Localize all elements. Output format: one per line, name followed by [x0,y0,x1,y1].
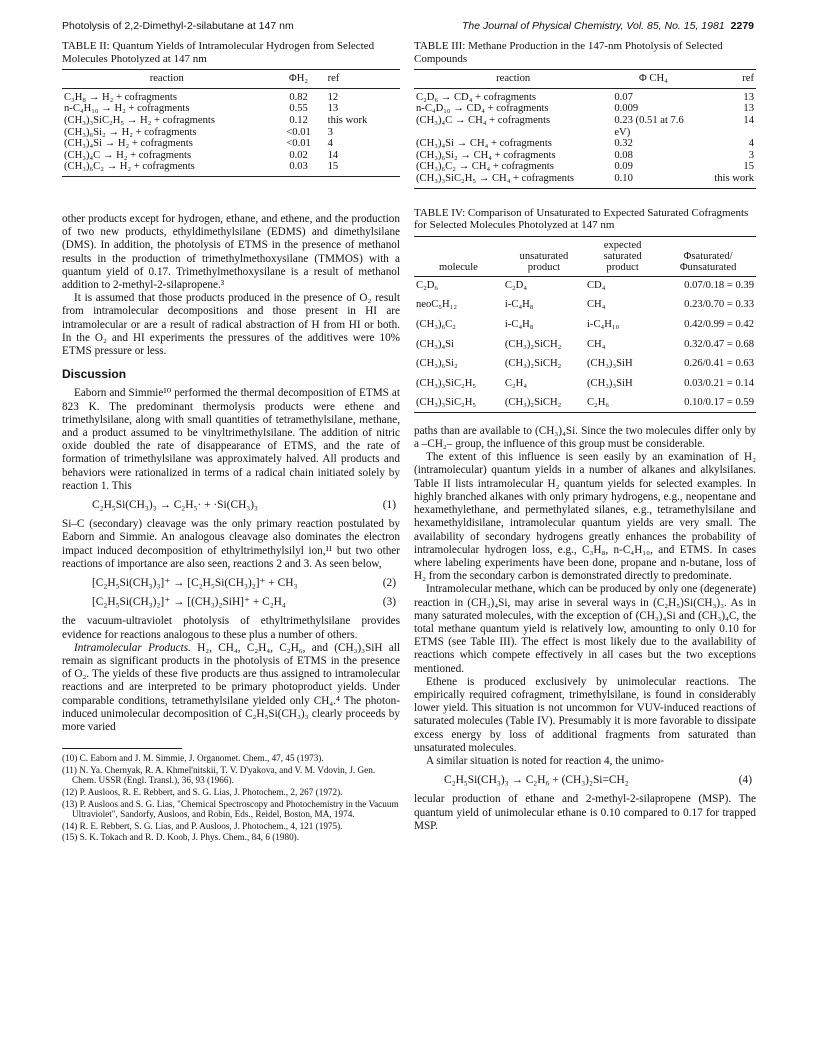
table3-cell-phi: 0.32 [614,138,633,150]
left-paragraph-2: It is assumed that those products produced in the presence of O₂ result from intramolecular decompositions and those present in HI are intramolecular or are a result of radical abstraction of H from HI or both. In the O₂ and HI experiments the pressures of the additives were 10% ETMS pressure or less. [62,292,400,357]
page-number: 2279 [730,20,754,32]
table4-cell-unsat: (CH₃)₂SiCH₂ [503,393,585,412]
table4-header-molecule: molecule [414,236,503,276]
table3-header-ref: ref [694,70,756,89]
table4-cell-unsat: (CH₃)₂SiCH₂ [504,358,562,370]
table-row [414,335,756,355]
table2-header-reaction: reaction [62,70,272,89]
table2 [62,69,400,177]
table4-cell-molecule: (CH₃)₆Si₂ [416,358,458,370]
table3-body [414,88,756,188]
table2-cell-phi: <0.01 [286,138,311,150]
table3-cell-reaction: n-C₄D₁₀ → CD₄ + cofragments [416,103,549,115]
left-paragraph-4: Si–C (secondary) cleavage was the only primary reaction postulated by Eaborn and Simmie. An analogous cleavage also dominates the electron impact induced decomposition of ethyltrimethylsilyl ion,¹¹ but two other reactions of importance are also seen, reactions 2 and 3. As seen below, [62,518,400,570]
left-paragraph-5: the vacuum-ultraviolet photolysis of ethyltrimethylsilane provides evidence for reactions analogous to these plus a number of others. [62,615,400,641]
left-column [62,40,400,844]
table-row [414,354,756,374]
equation-4-text: C₂H₅Si(CH₃)₃ → C₂H₆ + (CH₃)₂Si=CH₂ [444,774,629,787]
table2-cell-reaction: (CH₃)₃SiC₂H₅ → H₂ + cofragments [64,114,215,126]
table-row [414,276,756,295]
table3-caption: TABLE III: Methane Production in the 147-nm Photolysis of Selected Compounds [414,40,723,65]
table4-cell-unsat: C₂D₄ [504,279,528,291]
table2-cell-ref: 13 [327,103,339,115]
table3-header-reaction: reaction [414,70,612,89]
table4-cell-expected: i-C₄H₁₀ [586,318,620,330]
table-row [414,88,756,103]
table4-caption: TABLE IV: Comparison of Unsaturated to Expected Saturated Cofragments for Selected Molecules Photolyzed at 147 nm [414,206,749,232]
equation-2-text: [C₂H₅Si(CH₃)₃]⁺ → [C₂H₅Si(CH₃)₂]⁺ + CH₃ [92,577,298,590]
table2-cell-ref: 4 [327,138,333,150]
equation-2-number: (2) [382,577,396,590]
table3-cell-phi: 0.07 [614,91,633,103]
journal-name: The Journal of Physical Chemistry, Vol. 85, No. 15, 1981 [462,20,725,32]
table2-body [62,88,400,176]
table4-cell-expected: CD₄ [586,279,606,291]
table2-cell-ref: 12 [327,91,339,103]
right-paragraph-6: lecular production of ethane and 2-methyl-2-silapropene (MSP). The quantum yield of unimolecular ethane is 0.10 compared to 0.17 for trapped MSP. [414,793,756,832]
table3-cell-phi: 0.08 [614,149,633,161]
table4-cell-ratio: 0.07/0.18 = 0.39 [684,279,754,291]
table3-cell-ref: 13 [743,103,754,115]
table4-body [414,276,756,412]
table4-cell-unsat: C₂H₄ [504,377,528,389]
right-paragraph-2: The extent of this influence is seen easily by an examination of H₂ (intramolecular) quantum yields in a number of alkanes and alkylsilanes. Table II lists intramolecular H₂ quantum yields for selected examples. In highly branched alkanes with only primary hydrogens, e.g., neopentane and hexamethylethane, and permethylated silanes, e.g., tetramethylsilane and hexamethyldisilane, intramolecular quantum yields are very small. The availability of secondary hydrogens greatly enhances the probability of intramolecular hydrogen loss, e.g., C₃H₈, n-C₄H₁₀, and ETMS. In cases where labeling experiments have been done, propane and n-butane, loss of H₂ from the secondary carbon is demonstrated directly to predominate. [414,451,756,583]
equation-4 [414,774,756,787]
left-paragraph-6-text: H₂, CH₄, C₂H₄, C₂H₆, and (CH₃)₃SiH all remain as significant products in the photolysis of ETMS in the presence of O₂. The yields of these five products are thus assigned to intramolecular reactions and are interpreted to be primary photoproduct yields. Under comparable conditions, tetramethylsilane yielded only CH₄.⁴ The photon-induced unimolecular decomposition of C₂H₅Si(CH₃)₃ clearly proceeds by more varied [62,641,400,734]
left-paragraph-6 [62,642,400,734]
table2-cell-ref: this work [327,114,368,126]
table-row [414,115,756,138]
table2-cell-phi: 0.12 [289,114,308,126]
table4-cell-unsat: i-C₄H₈ [504,299,534,311]
table-row [414,315,756,335]
table-row [62,138,400,150]
table4-cell-molecule: (CH₃)₃SiC₂H₅ [414,393,503,412]
table-row [414,393,756,412]
table2-cell-phi: 0.03 [272,161,326,176]
table4 [414,236,756,413]
table2-cell-reaction: (CH₃)₆C₂ → H₂ + cofragments [62,161,272,176]
table4-cell-expected: (CH₃)₃SiH [586,358,633,370]
equation-1-text: C₂H₅Si(CH₃)₃ → C₂H₅· + ·Si(CH₃)₃ [92,499,259,511]
equation-3-number: (3) [382,596,396,609]
references-list [62,753,400,843]
reference-item: (11) N. Ya. Chernyak, R. A. Khmel'nitskii, T. V. D'yakova, and V. M. Vdovin, J. Gen. Chem. USSR (Engl. Transl.), 36, 93 (1966). [62,764,376,786]
table2-caption: TABLE II: Quantum Yields of Intramolecular Hydrogen from Selected Molecules Photolyzed at 147 nm [62,40,375,65]
table4-cell-unsat: i-C₄H₈ [504,318,534,330]
table-row [414,173,756,188]
table4-cell-molecule: neoC₅H₁₂ [416,299,458,311]
table-row [62,161,400,176]
table2-header-phi: ΦH₂ [272,70,326,89]
right-paragraph-4: Ethene is produced exclusively by unimolecular reactions. The empirically required cofragment, trimethylsilane, is found in considerably lower yield. This situation is not uncommon for VUV-induced reactions of saturated molecules (Table IV). Presumably it is more favorable to dissipate excess energy by loss of additional fragments from saturated than unsaturated molecules. [414,675,756,754]
table2-cell-reaction: (CH₃)₄Si → H₂ + cofragments [64,138,193,150]
table2-cell-reaction: C₃H₈ → H₂ + cofragments [64,91,177,103]
table4-cell-ratio: 0.42/0.99 = 0.42 [684,318,754,330]
table4-cell-expected: (CH₃)₃SiH [586,377,633,389]
table3-header-phi: Φ CH₄ [612,70,694,89]
table3-cell-ref: 4 [748,138,754,150]
equation-2 [62,577,400,590]
table3-cell-ref: 13 [743,91,754,103]
table3-cell-reaction: (CH₃)₄Si → CH₄ + cofragments [416,138,552,150]
right-paragraph-1: paths than are available to (CH₃)₄Si. Since the two molecules differ only by a –CH₂– group, the influence of this group must be considerable. [414,424,756,451]
table3-cell-phi: 0.10 [612,173,694,188]
table3-cell-phi: 0.009 [614,103,639,115]
table4-cell-molecule: (CH₃)₄Si [416,338,454,350]
table-row [414,103,756,115]
table2-cell-reaction: (CH₃)₄C → H₂ + cofragments [64,149,192,161]
table2-header-ref: ref [326,70,400,89]
reference-item: (14) R. E. Rebbert, S. G. Lias, and P. Ausloos, J. Photochem., 4, 121 (1975). [62,820,343,831]
table2-cell-ref: 3 [327,126,333,138]
equation-4-number: (4) [738,774,752,787]
table3-cell-reaction: (CH₃)₆Si₂ → CH₄ + cofragments [416,149,556,161]
equation-1 [62,499,400,512]
table4-cell-ratio: 0.26/0.41 = 0.63 [684,358,754,370]
table2-cell-phi: <0.01 [286,126,311,138]
table4-cell-ratio: 0.03/0.21 = 0.14 [684,377,754,389]
reference-item: (10) C. Eaborn and J. M. Simmie, J. Organomet. Chem., 47, 45 (1973). [62,753,324,764]
table3-cell-phi: 0.23 (0.51 at 7.6 eV) [614,114,684,138]
equation-1-number: (1) [382,499,396,511]
table4-cell-ratio: 0.32/0.47 = 0.68 [684,338,754,350]
right-paragraph-5: A similar situation is noted for reaction 4, the unimo- [426,754,665,767]
table4-cell-expected: CH₄ [586,338,606,350]
table4-cell-ratio: 0.10/0.17 = 0.59 [660,393,756,412]
table2-cell-reaction: (CH₃)₆Si₂ → H₂ + cofragments [64,126,197,138]
table-row [62,103,400,115]
table3-cell-reaction: (CH₃)₆C₂ → CH₄ + cofragments [416,161,554,173]
discussion-heading: Discussion [62,367,127,382]
intramolecular-products-lead: Intramolecular Products. [74,641,191,654]
table-row [414,138,756,150]
table4-cell-molecule: (CH₃)₃SiC₂H₅ [416,377,477,389]
table-row [414,374,756,394]
table4-cell-expected: CH₄ [586,299,606,311]
left-paragraph-1: other products except for hydrogen, ethane, and ethene, and the production of two new products, ethyldimethylsilane (EDMS) and dimethylsilane (DMS). In addition, the photolysis of ETMS in the presence of methanol results in the production of trimethylmethoxysilane (TMMOS) with a quantum yield of 0.17. Trimethylmethoxysilane is a result of methanol addition to 2-methyl-2-silapropene.³ [62,212,400,291]
table3 [414,69,756,188]
table3-cell-phi: 0.09 [614,161,633,173]
table2-cell-ref: 15 [326,161,400,176]
table3-cell-ref: 15 [743,161,754,173]
running-title: Photolysis of 2,2-Dimethyl-2-silabutane at 147 nm [62,20,294,32]
table2-cell-phi: 0.82 [289,91,308,103]
table4-header-unsaturated: unsaturated product [503,236,585,276]
reference-item: (12) P. Ausloos, R. E. Rebbert, and S. G. Lias, J. Photochem., 2, 267 (1972). [62,787,343,798]
right-paragraph-3: Intramolecular methane, which can be produced by only one (degenerate) reaction in (CH₃)₄Si, may arise in several ways in (C₂H₅)Si(CH₃)₃. As in many saturated molecules, with the exception of (CH₃)₄Si and (CH₃)₄C, the total methane quantum yield is relatively low, amounting to only 0.10 for ETMS (see Table III). The effect is most likely due to the availability of reactions which compete effectively in all cases but the two exceptions mentioned. [414,583,756,675]
table-row [414,161,756,173]
table3-cell-ref: 14 [743,114,754,126]
reference-item: (15) S. K. Tokach and R. D. Koob, J. Phys. Chem., 84, 6 (1980). [62,832,300,843]
table3-cell-reaction: C₂D₆ → CD₄ + cofragments [416,91,537,103]
table2-cell-phi: 0.55 [289,103,308,115]
table-row [414,295,756,315]
table4-cell-unsat: (CH₃)₂SiCH₂ [504,338,562,350]
table4-cell-ratio: 0.23/0.70 = 0.33 [684,299,754,311]
table4-header-expected: expected saturated product [585,236,660,276]
reference-item: (13) P. Ausloos and S. G. Lias, "Chemical Spectroscopy and Photochemistry in the Vacuum Ultraviolet", Sandorfy, Ausloos, and Robin, Eds., Reidel, Boston, MA, 1974. [62,798,399,820]
table4-cell-molecule: (CH₃)₆C₂ [416,318,456,330]
table-row [62,127,400,139]
table-row [414,150,756,162]
table2-cell-reaction: n-C₄H₁₀ → H₂ + cofragments [64,103,190,115]
table3-cell-ref: 3 [748,149,754,161]
table3-cell-reaction: (CH₃)₄C → CH₄ + cofragments [416,114,551,126]
right-column [414,40,756,833]
equation-3 [62,596,400,609]
journal-citation [462,20,754,32]
table4-header-ratio: Φsaturated/ Φunsaturated [660,236,756,276]
left-paragraph-3: Eaborn and Simmie¹⁰ performed the thermal decomposition of ETMS at 823 K. The predominant thermolysis products were ethene and trimethylsilane, along with small quantities of tetramethylsilane, methane, and a product assumed to be vinyltrimethylsilane. The addition of nitric oxide doubled the rate of disappearance of ETMS, and the rate of formation of trimethylsilane was approximately halved. All products and behaviors were rationalized in terms of a radical chain initiated solely by reaction 1. This [62,387,400,492]
table-row [62,88,400,103]
table-row [62,150,400,162]
equation-3-text: [C₂H₅Si(CH₃)₂]⁺ → [(CH₃)₂SiH]⁺ + C₂H₄ [92,596,286,609]
table3-cell-ref: this work [694,173,756,188]
table2-cell-phi: 0.02 [289,149,308,161]
table4-cell-molecule: C₂D₆ [416,279,439,291]
table2-cell-ref: 14 [327,149,339,161]
table3-cell-reaction: (CH₃)₃SiC₂H₅ → CH₄ + cofragments [414,173,612,188]
table-row [62,115,400,127]
table4-cell-expected: C₂H₆ [585,393,660,412]
